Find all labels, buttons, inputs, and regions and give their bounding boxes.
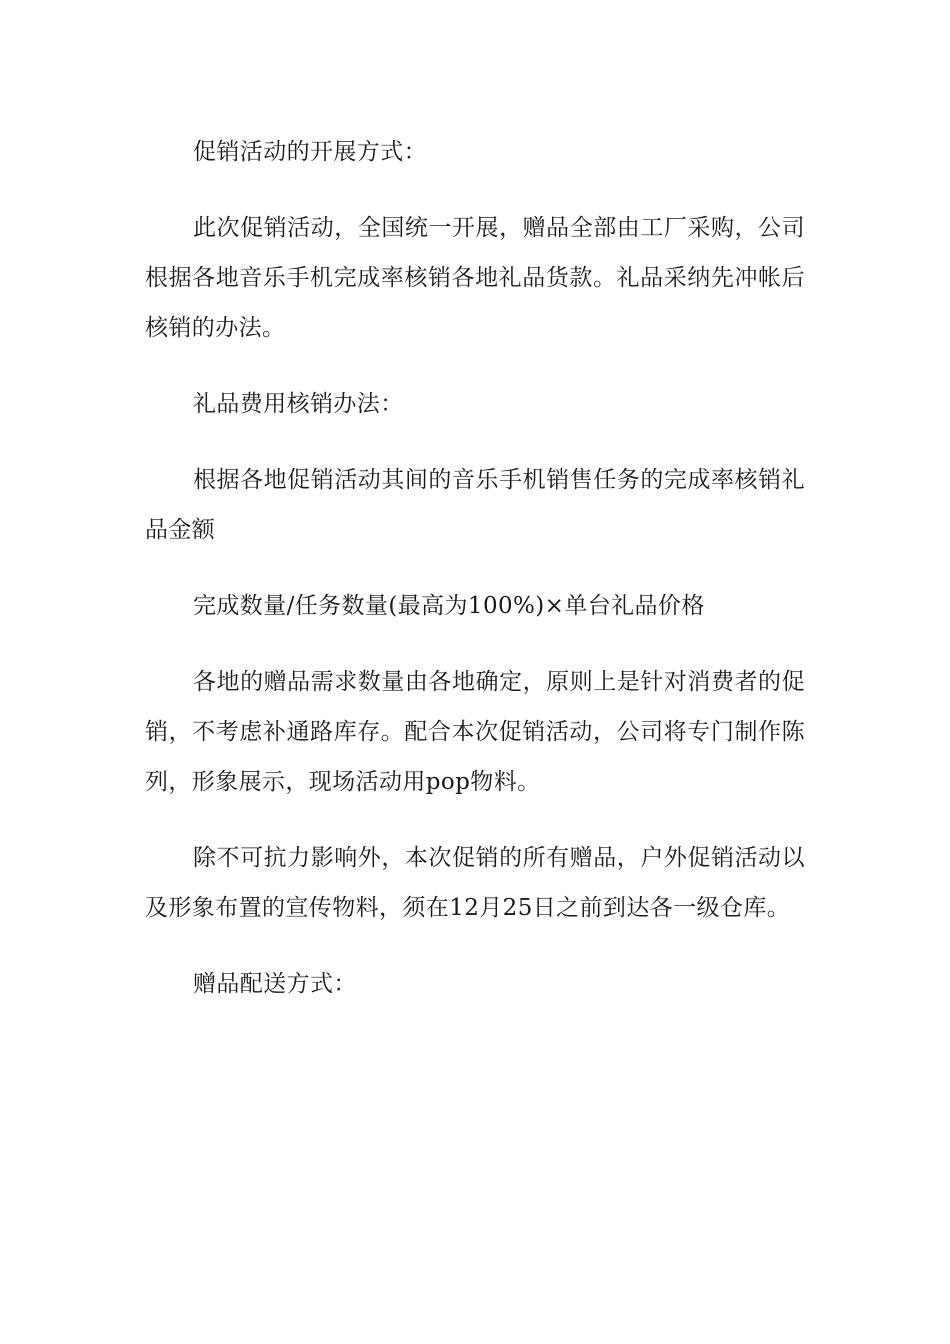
paragraph-gift-quantity: 各地的赠品需求数量由各地确定，原则上是针对消费者的促销，不考虑补通路库存。配合本次促销活动，公司将专门制作陈列，形象展示，现场活动用pop物料。 [145,669,805,795]
section-heading-gift-delivery: 赠品配送方式： [193,971,357,997]
section-heading-promotion-method: 促销活动的开展方式： [193,139,427,165]
paragraph-delivery-deadline: 除不可抗力影响外，本次促销的所有赠品，户外促销活动以及形象布置的宣传物料，须在12月25日之前到达各一级仓库。 [145,845,805,921]
paragraph-promotion-overview: 此次促销活动，全国统一开展，赠品全部由工厂采购，公司根据各地音乐手机完成率核销各地礼品货款。礼品采纳先冲帐后核销的办法。 [145,215,805,341]
document-body [145,127,805,1009]
section-heading-gift-cost-method: 礼品费用核销办法： [193,391,404,417]
paragraph-gift-cost-formula: 完成数量/任务数量(最高为100%)×单台礼品价格 [193,593,705,619]
paragraph-gift-cost-basis: 根据各地促销活动其间的音乐手机销售任务的完成率核销礼品金额 [145,467,805,543]
